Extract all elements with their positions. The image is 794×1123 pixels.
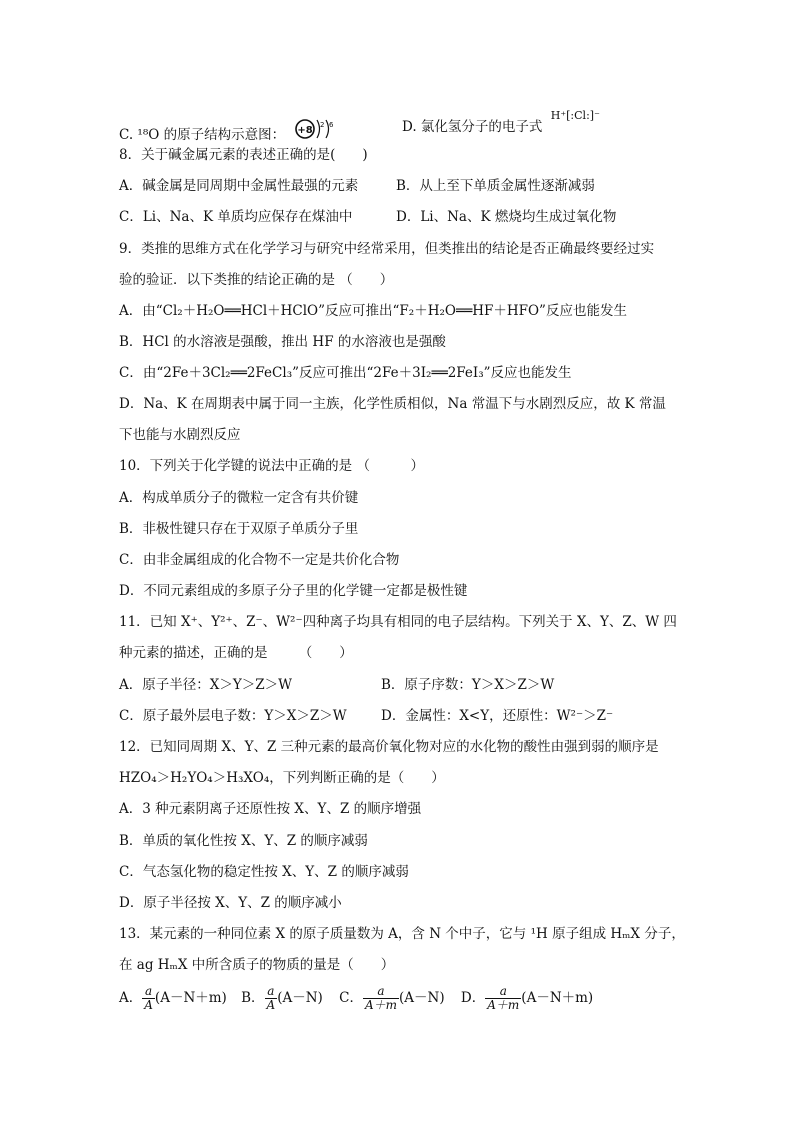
q12-option-d: D．原子半径按 X、Y、Z 的顺序减小 — [119, 895, 342, 911]
q13-option-c: C． $\frac{a}{A+m}$ (A－N) — [339, 984, 445, 1012]
q13-c-fraction: $\frac{a}{A+m}$ — [364, 984, 398, 1012]
hcl-electron-formula: H⁺[:Cl:]⁻ — [550, 109, 600, 122]
q13-option-d: D． $\frac{a}{A+m}$ (A－N＋m) — [460, 984, 594, 1012]
q12-option-a: A．3 种元素阴离子还原性按 X、Y、Z 的顺序增强 — [119, 801, 422, 817]
nucleus-charge: +8 — [297, 125, 314, 136]
q9-option-a: A．由“Cl₂＋H₂O══HCl＋HClO”反应可推出“F₂＋H₂O══HF＋HFO”反应也能发生 — [119, 303, 627, 319]
q9-option-b: B．HCl 的水溶液是强酸，推出 HF 的水溶液也是强酸 — [119, 334, 446, 350]
q10-option-d: D．不同元素组成的多原子分子里的化学键一定都是极性键 — [119, 583, 468, 599]
q13-stem-line2: 在 ag HₘX 中所含质子的物质的量是（ ） — [119, 957, 395, 973]
q7-option-d-text: D. 氯化氢分子的电子式 — [402, 119, 543, 135]
q10-option-a: A．构成单质分子的微粒一定含有共价键 — [119, 490, 359, 506]
q8-option-c: C．Li、Na、K 单质均应保存在煤油中 — [119, 209, 353, 225]
q13-d-fraction: $\frac{a}{A+m}$ — [487, 984, 520, 1012]
q11-option-a: A．原子半径：X＞Y＞Z＞W — [119, 677, 293, 693]
q13-option-a: A． $\frac{a}{A}$ (A－N＋m) — [119, 984, 227, 1012]
shell-2-electrons: 6 — [329, 121, 334, 129]
q11-stem-line1: 11．已知 X⁺、Y²⁺、Z⁻、W²⁻四种离子均具有相同的电子层结构。下列关于 X、Y、Z、W 四 — [119, 614, 677, 630]
q8-stem: 8．关于碱金属元素的表述正确的是( ) — [119, 147, 368, 163]
q10-option-c: C．由非金属组成的化合物不一定是共价化合物 — [119, 552, 400, 568]
q8-option-d: D．Li、Na、K 燃烧均生成过氧化物 — [396, 209, 617, 225]
q13-option-b: B． $\frac{a}{A}$ (A－N) — [241, 984, 323, 1012]
shell-1-electrons: 2 — [320, 121, 325, 129]
q11-option-b: B．原子序数：Y＞X＞Z＞W — [381, 677, 555, 693]
q12-stem-line2: HZO₄＞H₂YO₄＞H₃XO₄，下列判断正确的是（ ） — [119, 770, 445, 786]
q10-option-b: B．非极性键只存在于双原子单质分子里 — [119, 521, 359, 537]
q9-stem-line1: 9．类推的思维方式在化学学习与研究中经常采用，但类推出的结论是否正确最终要经过实 — [119, 241, 655, 257]
q9-option-d-line1: D．Na、K 在周期表中属于同一主族，化学性质相似，Na 常温下与水剧烈反应，故 K 常温 — [119, 396, 666, 412]
q7-option-c-text: C. ¹⁸O 的原子结构示意图： — [119, 127, 286, 143]
q9-stem-line2: 验的验证．以下类推的结论正确的是 （ ） — [119, 272, 394, 288]
q8-option-a: A．碱金属是同周期中金属性最强的元素 — [119, 178, 359, 194]
q10-stem: 10．下列关于化学键的说法中正确的是 （ ） — [119, 458, 424, 474]
q9-option-d-line2: 下也能与水剧烈反应 — [119, 427, 241, 443]
q12-stem-line1: 12．已知同周期 X、Y、Z 三种元素的最高价氧化物对应的水化物的酸性由强到弱的顺序是 — [119, 739, 659, 755]
q11-option-c: C．原子最外层电子数：Y＞X＞Z＞W — [119, 708, 347, 724]
q13-a-fraction: $\frac{a}{A}$ — [144, 984, 153, 1012]
q12-option-c: C．气态氢化物的稳定性按 X、Y、Z 的顺序减弱 — [119, 864, 409, 880]
q7-option-d — [402, 109, 600, 137]
q8-option-b: B．从上至下单质金属性逐渐减弱 — [396, 178, 595, 194]
q12-option-b: B．单质的氧化性按 X、Y、Z 的顺序减弱 — [119, 833, 368, 849]
q13-stem-line1: 13．某元素的一种同位素 X 的原子质量数为 A，含 N 个中子，它与 ¹H 原子组成 HₘX 分子， — [119, 926, 685, 942]
q11-stem-line2: 种元素的描述，正确的是 （ ） — [119, 645, 353, 661]
q13-options — [119, 984, 593, 1012]
q11-option-d: D．金属性：X<Y，还原性：W²⁻＞Z⁻ — [381, 708, 614, 724]
q13-b-fraction: $\frac{a}{A}$ — [266, 984, 276, 1012]
q9-option-c: C．由“2Fe＋3Cl₂══2FeCl₃”反应可推出“2Fe＋3I₂══2FeI₃”反应也能发生 — [119, 365, 572, 381]
